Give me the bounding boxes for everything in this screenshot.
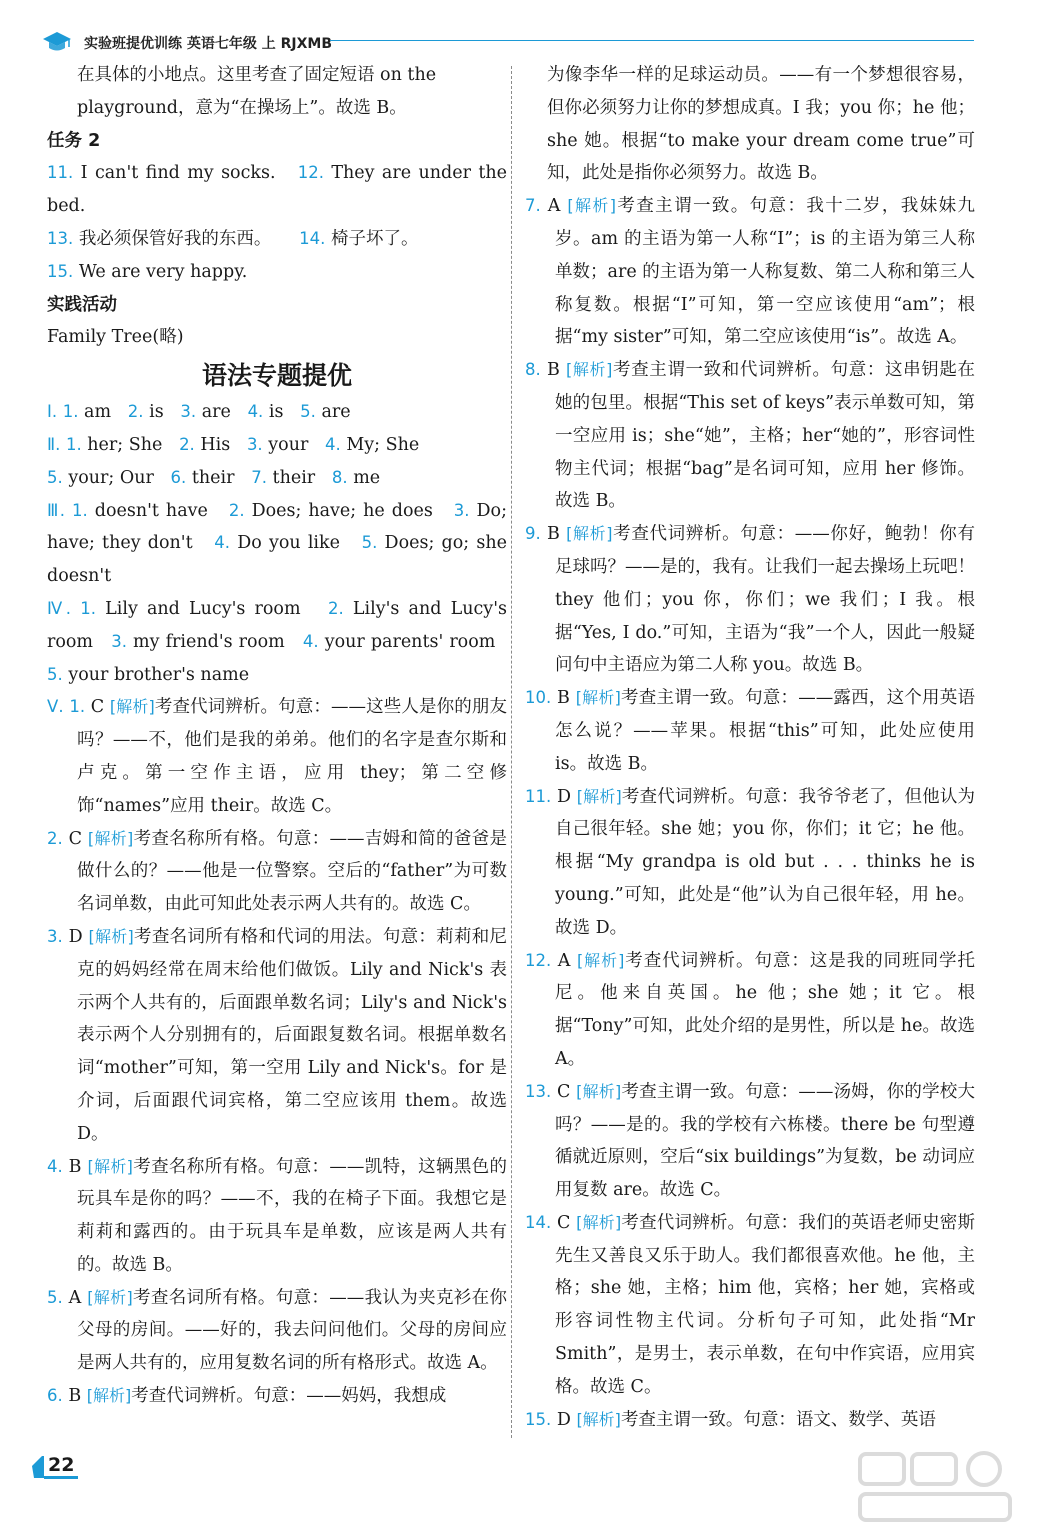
explanation-item [47,1282,507,1380]
answer-text: me [353,467,381,488]
answer-letter: B [68,1156,82,1177]
answer-text: 我必须保管好我的东西。 [78,228,272,249]
answer-letter: C [557,1212,571,1233]
answer-text: Lily's and Lucy's room [47,598,507,652]
answer-letter: A [68,1287,82,1308]
answer-text: are [201,402,231,423]
analysis-tag: [解析] [109,697,155,717]
analysis-tag: [解析] [576,786,622,806]
explanation-item [525,1076,975,1207]
analysis-tag: [解析] [87,1287,133,1307]
explanation-item [525,945,975,1076]
answer-text: Does; go; she doesn't [47,533,507,587]
page-number-badge [30,1452,80,1482]
answer-text: your brother's name [68,664,250,685]
answer-letter: B [546,360,560,381]
answer-text: Do you like [237,533,340,554]
item-number: 1. [65,434,82,454]
analysis-tag: [解析] [575,688,621,708]
answer-letter: D [556,786,572,807]
explanation-item [525,1404,975,1437]
item-number: 8. [331,467,348,487]
item-number: 8. [525,360,541,380]
column-divider [511,66,512,1438]
answer-text: Does; have; he does [251,500,433,521]
item-number: 3. [47,926,63,946]
analysis-tag: [解析] [88,926,134,946]
answer-letter: D [68,926,83,947]
explanation-text: 考查主谓一致。句意：我十二岁，我妹妹九岁。am 的主语为第一人称“I”；is 的主语为第三人称单数；are 的主语为第一人称复数、第二人称和第三人称复数。根据“I”可知，第一空应该使用“am”；根据“my sister”可知，第二空应该使用“is”。故选 A。 [555,196,975,348]
item-number: 1. [69,697,86,717]
family-tree-line: Family Tree(略) [47,327,184,348]
explanation-item [525,354,975,518]
item-number: 6. [47,1386,63,1406]
item-number: 4. [47,1156,63,1176]
answer-text: They are under the bed. [47,163,507,217]
item-number: 2. [328,598,344,618]
answer-letter: C [90,697,105,718]
explanation-item [525,682,975,780]
roman-numeral: Ⅳ. [47,598,72,618]
text-line: playground，意为“在操场上”。故选 B。 [77,97,407,118]
answer-letter: A [547,196,561,217]
answer-text: is [149,402,164,423]
answer-paragraph [47,495,507,593]
answer-letter: B [68,1386,82,1407]
task-heading: 任务 2 [47,130,101,151]
item-number: 3. [246,434,263,454]
answer-text: is [268,402,284,423]
answer-letter: B [557,688,570,709]
explanation-item [47,1380,507,1413]
analysis-tag: [解析] [567,196,616,216]
explanation-text: 考查主谓一致。句意：——露西，这个用英语怎么说？——苹果。根据“this”可知，此处应使用 is。故选 B。 [555,688,975,774]
roman-numeral: Ⅰ. [47,402,58,422]
explanation-text: 考查代词辨析。句意：我们的英语老师史密斯先生又善良又乐于助人。我们都很喜欢他。he 他，主格；she 她，主格；him 他，宾格；her 她，宾格或形容词性物主代词。分析句子可知，此处指“Mr Smith”，是男士，表示单数，在句中作宾语，应用宾格。故选 C。 [555,1212,975,1397]
item-number: 1. [62,402,79,422]
item-number: 15. [47,261,74,281]
explanation-text: 考查主谓一致和代词辨析。句意：这串钥匙在她的包里。根据“This set of keys”表示单数可知，第一空应用 is；she“她”，主格；her“她的”，形容词性物主代词；根据“bag”是名词可知，应用 her 修饰。故选 B。 [555,360,975,512]
answer-paragraph [47,593,507,691]
explanation-text: 考查代词辨析。句意：——你好，鲍勃！你有足球吗？——是的，我有。让我们一起去操场上玩吧！they 他们；you 你，你们；we 我们；I 我。根据“Yes, I do.”可知，主语为“我”一个人，因此一般疑问句中主语应为第二人称 you。故选 B。 [555,524,975,676]
item-number: 7. [251,467,267,487]
page-header [0,28,1042,58]
paragraph [47,92,507,125]
item-number: 10. [525,688,552,708]
watermark-logo-icon [852,1448,1022,1528]
item-number: 5. [47,467,63,487]
answer-text: your parents' room [324,631,496,652]
graduation-cap-icon [42,30,72,54]
header-title: 实验班提优训练 英语七年级 上 RJXMB [84,36,333,52]
answer-line [47,462,507,495]
item-number: 9. [525,524,541,544]
answer-line [47,396,507,429]
explanation-text: 考查代词辨析。句意：——这些人是你的朋友吗？——不，他们是我的弟弟。他们的名字是查尔斯和卢克。第一空作主语，应用 they；第二空修饰“names”应用 their。故选 C。 [77,697,507,816]
item-number: 13. [47,228,74,248]
explanation-item [47,823,507,921]
answer-text: their [272,467,316,488]
item-number: 5. [47,664,63,684]
analysis-tag: [解析] [87,1156,133,1176]
analysis-tag: [解析] [576,1212,622,1232]
analysis-tag: [解析] [566,360,613,380]
item-number: 2. [47,828,63,848]
explanation-text: 考查名称所有格。句意：——吉姆和简的爸爸是做什么的？——他是一位警察。空后的“father”为可数名词单数，由此可知此处表示两人共有的。故选 C。 [77,828,507,915]
answer-text: I can't find my socks. [80,163,276,184]
analysis-tag: [解析] [566,524,613,544]
item-number: 2. [228,500,245,520]
analysis-tag: [解析] [86,1386,132,1406]
explanation-text: 考查代词辨析。句意：这是我的同班同学托尼。他来自英国。he 他；she 她；it 它。根据“Tony”可知，此处介绍的是男性，所以是 he。故选 A。 [555,950,975,1069]
roman-numeral: Ⅱ. [47,434,61,454]
answer-letter: D [556,1409,571,1430]
explanation-text: 考查主谓一致。句意：——汤姆，你的学校大吗？——是的。我的学校有六栋楼。there be 句型遵循就近原则，空后“six buildings”为复数，be 动词应用复数 are。故选 C。 [555,1081,975,1201]
answer-text: am [84,402,112,423]
item-number: 14. [525,1212,552,1232]
page-number: 22 [48,1454,75,1476]
answer-text: their [191,467,235,488]
item-number: 3. [180,402,197,422]
explanation-text: 考查名词所有格和代词的用法。句意：莉莉和尼克的妈妈经常在周末给他们做饭。Lily and Nick's 表示两个人共有的，后面跟单数名词；Lily's and Nick's 表示两个人分别拥有的，后面跟复数名词。根据单数名词“mother”可知，第一空用 Lily and Nick's。for 是介词，后面跟代词宾格，第二空应该用 them。故选 D。 [77,926,507,1144]
item-number: 3. [111,631,127,651]
item-number: 5. [300,402,316,422]
item-number: 14. [299,228,326,248]
explanation-item [525,781,975,945]
explanation-text: 考查名称所有格。句意：——凯特，这辆黑色的玩具车是你的吗？——不，我的在椅子下面。我想它是莉莉和露西的。由于玩具车是单数，应该是两人共有的。故选 B。 [77,1156,507,1275]
item-number: 4. [247,402,264,422]
answer-text: Do; have; they don't [47,500,507,554]
item-number: 1. [72,500,88,520]
answer-text: are [321,402,351,423]
roman-numeral: Ⅴ. [47,697,64,717]
answer-letter: C [68,828,83,849]
item-number: 11. [525,786,552,806]
answer-text: Lily and Lucy's room [105,598,301,619]
answer-line [47,256,507,289]
answer-letter: C [557,1081,571,1102]
answer-text: 椅子坏了。 [330,228,419,249]
item-number: 5. [361,533,378,553]
item-number: 5. [47,1287,63,1307]
item-number: 7. [525,196,541,216]
answer-letter: A [557,950,571,971]
answer-text: your; Our [68,467,154,488]
analysis-tag: [解析] [87,828,134,848]
item-number: 12. [297,163,324,183]
answer-text: My; She [346,434,420,455]
explanation-text: 考查主谓一致。句意：语文、数学、英语 [620,1409,936,1430]
analysis-tag: [解析] [576,1409,621,1429]
answer-text: her; She [87,434,163,455]
item-number: 4. [325,434,341,454]
item-number: 2. [127,402,144,422]
item-number: 11. [47,163,74,183]
explanation-text: 考查代词辨析。句意：我爷爷老了，但他认为自己很年轻。she 她；you 你，你们；it 它；he 他。根据“My grandpa is old but . . . thinks he is young.”可知，此处是“他”认为自己很年轻，用 he。故选 D。 [555,786,975,938]
explanation-item [525,190,975,354]
item-number: 15. [525,1409,552,1429]
explanation-item [525,518,975,682]
roman-numeral: Ⅲ. [47,500,66,520]
explanation-item [525,1207,975,1404]
explanation-item [47,1151,507,1282]
explanation-continuation [525,59,975,190]
explanation-text: 为像李华一样的足球运动员。——有一个梦想很容易，但你必须努力让你的梦想成真。I 我；you 你；he 他；she 她。根据“to make your dream come true”可知，此处是指你必须努力。故选 B。 [547,65,975,184]
section-title: 语法专题提优 [201,361,352,391]
answer-text: my friend's room [133,631,285,652]
answer-text: We are very happy. [78,261,248,282]
answer-line [47,223,507,256]
practice-heading: 实践活动 [47,294,117,315]
item-number: 13. [525,1081,552,1101]
item-number: 4. [302,631,319,651]
answer-text: your [268,434,309,455]
explanation-text: 考查名词所有格。句意：——我认为夹克衫在你父母的房间。——好的，我去问问他们。父母的房间应是两人共有的，应用复数名词的所有格形式。故选 A。 [77,1287,507,1374]
text-line: 在具体的小地点。这里考查了固定短语 on the [77,65,437,85]
analysis-tag: [解析] [576,950,625,970]
paragraph [47,59,507,92]
answer-text: His [200,434,231,455]
item-number: 4. [214,533,230,553]
answer-line [47,157,507,223]
explanation-item [47,691,507,822]
answer-line [47,429,507,462]
item-number: 1. [80,598,96,618]
header-rule [330,40,974,41]
right-column [525,59,975,1436]
answer-letter: B [546,524,560,545]
explanation-text: 考查代词辨析。句意：——妈妈，我想成 [131,1386,447,1407]
item-number: 2. [179,434,195,454]
item-number: 6. [170,467,187,487]
answer-text: doesn't have [94,500,208,521]
left-column [47,59,507,1413]
analysis-tag: [解析] [576,1081,622,1101]
item-number: 3. [453,500,470,520]
explanation-item [47,921,507,1151]
item-number: 12. [525,950,552,970]
